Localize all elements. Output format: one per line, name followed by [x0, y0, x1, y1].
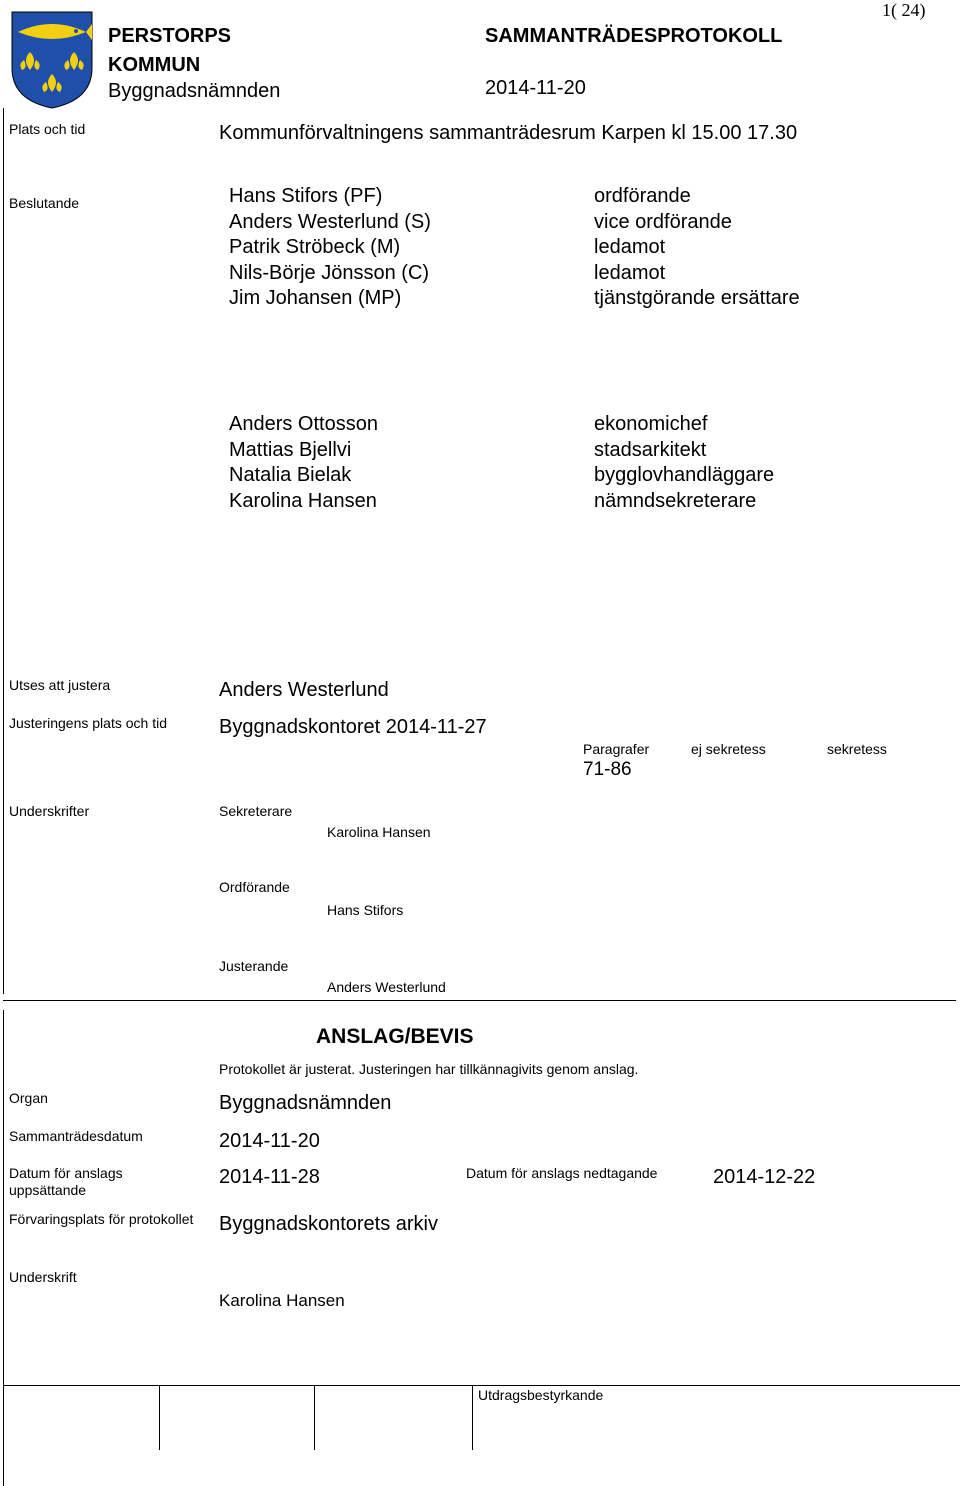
document-type: SAMMANTRÄDESPROTOKOLL — [485, 25, 783, 47]
posted-date-label — [9, 1165, 123, 1199]
chair-name: Hans Stifors — [327, 902, 404, 918]
attendee-name: Natalia Bielak — [229, 464, 352, 486]
adjuster-signature-label: Justerande — [219, 958, 289, 974]
organ-name: Byggnadsnämnden — [108, 80, 281, 102]
member-role: ordförande — [594, 185, 691, 207]
others-roles — [594, 412, 774, 514]
footer-separator-1 — [159, 1386, 160, 1450]
member-name: Patrik Ströbeck (M) — [229, 236, 401, 258]
attendee-role: nämndsekreterare — [594, 489, 757, 512]
member-role: tjänstgörande ersättare — [594, 287, 800, 309]
page-number: 1( 24) — [882, 0, 926, 20]
secretary-name: Karolina Hansen — [327, 824, 431, 840]
attendee-name: Mattias Bjellvi — [229, 438, 352, 461]
divider-signatures — [3, 1000, 956, 1001]
removed-date-value: 2014-12-22 — [713, 1166, 816, 1188]
secret-label: sekretess — [827, 741, 887, 757]
adjust-place-value: Byggnadskontoret 2014-11-27 — [219, 716, 487, 738]
attendee-role: ekonomichef — [594, 413, 708, 435]
left-border-lower — [3, 1010, 4, 1486]
member-name: Jim Johansen (MP) — [229, 287, 402, 309]
notice-statement: Protokollet är justerat. Justeringen har tillkännagivits genom anslag. — [219, 1061, 639, 1077]
adjuster-value: Anders Westerlund — [219, 679, 389, 701]
member-role: ledamot — [594, 261, 666, 284]
removed-date-label: Datum för anslags nedtagande — [466, 1165, 658, 1181]
meeting-date-value: 2014-11-20 — [219, 1130, 320, 1152]
attendee-name: Karolina Hansen — [229, 489, 377, 512]
not-secret-label: ej sekretess — [691, 741, 766, 757]
member-role: ledamot — [594, 236, 666, 258]
members-names — [229, 184, 431, 312]
notice-title: ANSLAG/BEVIS — [316, 1025, 474, 1048]
members-roles — [594, 184, 800, 312]
chair-label: Ordförande — [219, 879, 290, 895]
decision-makers-label: Beslutande — [9, 195, 80, 211]
place-time-value: Kommunförvaltningens sammanträdesrum Karpen kl 15.00 17.30 — [219, 122, 798, 144]
signatures-label: Underskrifter — [9, 803, 90, 819]
member-name: Anders Westerlund (S) — [229, 210, 431, 233]
footer-separator-2 — [314, 1386, 315, 1450]
adjust-place-label: Justeringens plats och tid — [9, 715, 167, 731]
posted-date-value: 2014-11-28 — [219, 1166, 320, 1188]
coat-of-arms-logo — [10, 10, 94, 110]
notice-signature-name: Karolina Hansen — [219, 1291, 345, 1310]
divider-footer — [3, 1385, 960, 1386]
storage-value: Byggnadskontorets arkiv — [219, 1213, 439, 1235]
attendee-role: stadsarkitekt — [594, 438, 707, 461]
municipality-name-line2: KOMMUN — [108, 54, 201, 76]
organ-value: Byggnadsnämnden — [219, 1092, 392, 1114]
member-role: vice ordförande — [594, 210, 732, 233]
attendee-name: Anders Ottosson — [229, 413, 378, 435]
left-border — [3, 108, 4, 994]
notice-signature-label: Underskrift — [9, 1269, 77, 1285]
meeting-date-label: Sammanträdesdatum — [9, 1128, 143, 1144]
paragraphs-label: Paragrafer — [583, 741, 650, 757]
paragraphs-value: 71-86 — [583, 759, 632, 780]
place-time-label: Plats och tid — [9, 121, 86, 137]
attendee-role: bygglovhandläggare — [594, 464, 775, 486]
footer-separator-3 — [472, 1386, 473, 1450]
others-names — [229, 412, 378, 514]
organ-label: Organ — [9, 1090, 48, 1106]
municipality-name: PERSTORPS — [108, 25, 231, 47]
member-name: Nils-Börje Jönsson (C) — [229, 261, 430, 284]
storage-label: Förvaringsplats för protokollet — [9, 1211, 194, 1227]
adjuster-label: Utses att justera — [9, 677, 111, 693]
member-name: Hans Stifors (PF) — [229, 185, 383, 207]
meeting-date: 2014-11-20 — [485, 77, 586, 99]
secretary-label: Sekreterare — [219, 803, 293, 819]
posted-date-label-line1: Datum för anslags — [9, 1165, 123, 1181]
certification-label: Utdragsbestyrkande — [478, 1387, 604, 1403]
posted-date-label-line2: uppsättande — [9, 1182, 87, 1198]
adjuster-signature-name: Anders Westerlund — [327, 979, 446, 995]
